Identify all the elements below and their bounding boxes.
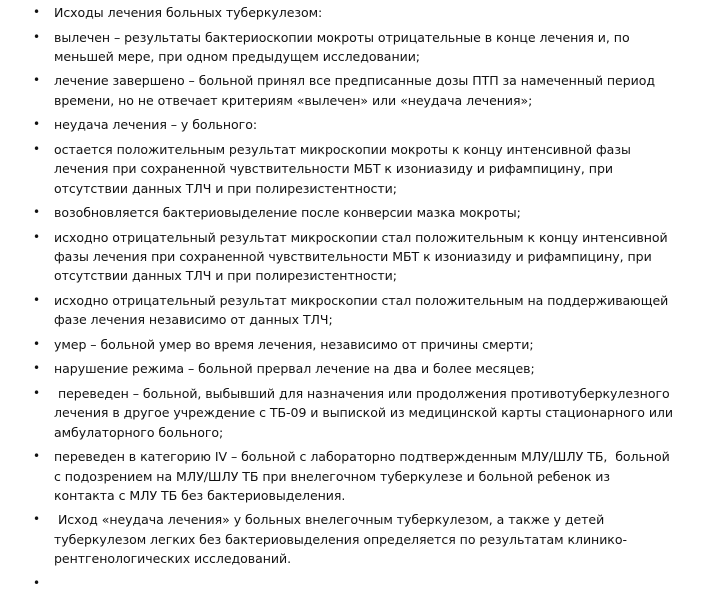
bullet-icon: •	[33, 292, 41, 307]
bullet-item	[33, 359, 673, 378]
bullet-text: умер – больной умер во время лечения, независимо от причины смерти;	[54, 336, 534, 352]
bullet-item	[33, 335, 673, 354]
bullet-text: Исход «неудача лечения» у больных внелегочным туберкулезом, а также у детей туберкулезом легких без бактериовыделения определяется по результатам клинико-рентгенологических исследований.	[54, 512, 627, 567]
bullet-text: переведен – больной, выбывший для назначения или продолжения противотуберкулезного лечения в другое учреждение с ТБ-09 и выпиской из медицинской карты стационарного или амбулаторного больного;	[54, 385, 677, 440]
bullet-text: неудача лечения – у больного:	[54, 117, 257, 133]
bullet-icon: •	[33, 117, 41, 132]
bullet-icon: •	[33, 5, 41, 19]
bullet-icon: •	[33, 205, 41, 220]
bullet-list	[33, 3, 677, 590]
bullet-icon: •	[33, 449, 41, 464]
bullet-item	[33, 71, 673, 110]
bullet-text: исходно отрицательный результат микроскопии стал положительным на поддерживающей фазе лечения независимо от данных ТЛЧ;	[54, 292, 673, 328]
bullet-icon: •	[33, 229, 41, 244]
bullet-text: Исходы лечения больных туберкулезом:	[54, 5, 323, 20]
bullet-icon: •	[33, 29, 41, 44]
bullet-text: нарушение режима – больной прервал лечение на два и более месяцев;	[54, 361, 535, 377]
bullet-text: вылечен – результаты бактериоскопии мокроты отрицательные в конце лечения и, по меньшей мере, при одном предыдущем исследовании;	[54, 29, 634, 64]
bullet-icon: •	[33, 73, 41, 88]
bullet-text: лечение завершено – больной принял все предписанные дозы ПТП за намеченный период времени, но не отвечает критериям «вылечен» или «неудача лечения»;	[54, 73, 659, 108]
bullet-item	[33, 228, 673, 286]
bullet-icon: •	[33, 575, 41, 590]
bullet-text: переведен в категорию IV – больной с лабораторно подтвержденным МЛУ/ШЛУ ТБ, больной с подозрением на МЛУ/ШЛУ ТБ при внелегочном туберкулезе и больной ребенок из контакта с МЛУ ТБ без бактериовыделения.	[54, 449, 674, 503]
bullet-item	[33, 384, 677, 442]
bullet-item	[33, 203, 673, 222]
bullet-text: исходно отрицательный результат микроскопии стал положительным к концу интенсивной фазы лечения при сохраненной чувствительности МБТ к изониазиду и рифампицину, при отсутствии данных ТЛЧ и при полирезистентности;	[54, 229, 672, 284]
bullet-item	[33, 28, 673, 67]
bullet-item	[33, 447, 673, 505]
bullet-item	[33, 140, 673, 198]
bullet-text: возобновляется бактериовыделение после конверсии мазка мокроты;	[54, 205, 521, 221]
bullet-icon: •	[33, 512, 41, 527]
bullet-icon: •	[33, 336, 41, 351]
bullet-item	[33, 291, 673, 330]
bullet-item	[33, 3, 673, 22]
bullet-text: остается положительным результат микроскопии мокроты к концу интенсивной фазы лечения при сохраненной чувствительности МБТ к изониазиду и рифампицину, при отсутствии данных ТЛЧ и при полирезистентности;	[54, 141, 635, 196]
bullet-icon: •	[33, 361, 41, 376]
bullet-item	[33, 115, 673, 134]
bullet-icon: •	[33, 141, 41, 156]
bullet-icon: •	[33, 385, 41, 400]
